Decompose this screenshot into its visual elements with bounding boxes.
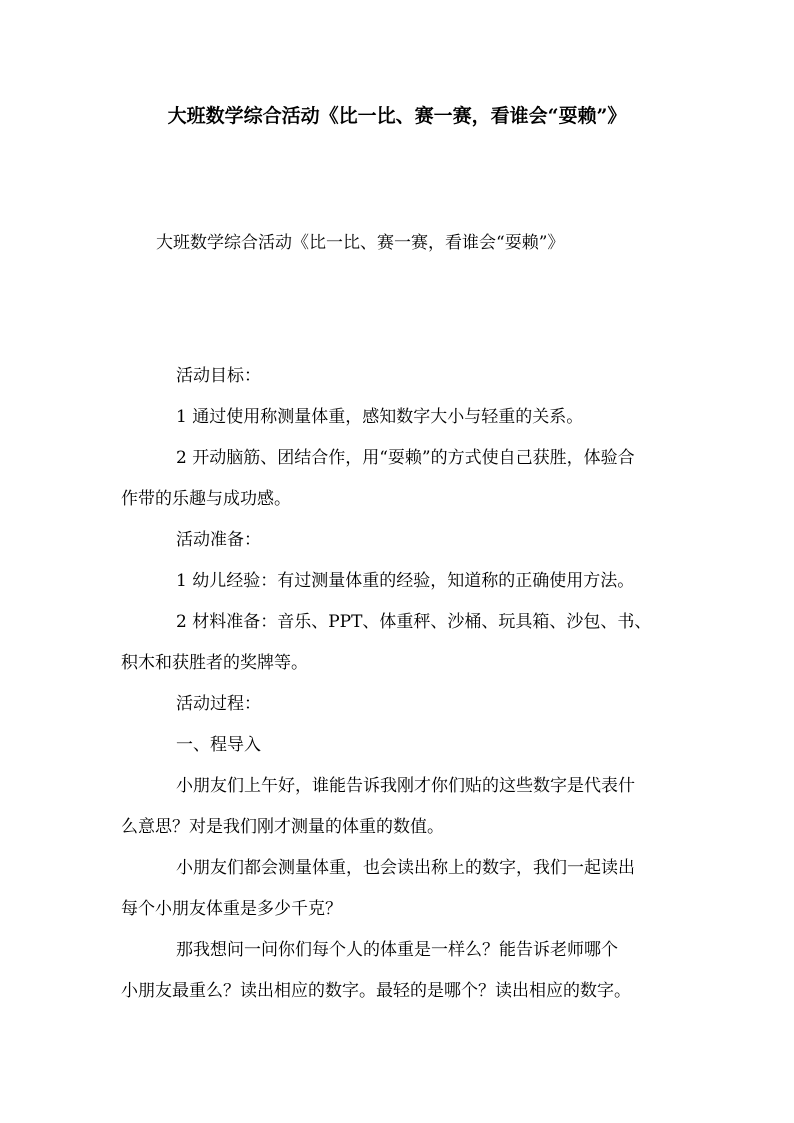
paragraph-goals-heading: 活动目标： [176, 366, 261, 386]
paragraph-process-heading: 活动过程： [176, 694, 261, 714]
paragraph-intro-1: 小朋友们上午好，谁能告诉我刚才你们贴的这些数字是代表什 么意思？对是我们刚才测量的体重的数值。 [121, 776, 635, 837]
paragraph-intro-3: 那我想问一问你们每个人的体重是一样么？能告诉老师哪个 小朋友最重么？读出相应的数字。最轻的是哪个？读出相应的数字。 [121, 940, 631, 1001]
document-subtitle: 大班数学综合活动《比一比、赛一赛，看谁会“耍赖”》 [156, 233, 565, 253]
paragraph-prep-1: 1 幼儿经验：有过测量体重的经验，知道称的正确使用方法。 [176, 571, 635, 591]
document-title: 大班数学综合活动《比一比、赛一赛，看谁会“耍赖”》 [167, 105, 627, 127]
paragraph-section-1: 一、程导入 [176, 735, 261, 755]
paragraph-goal-1: 1 通过使用称测量体重，感知数字大小与轻重的关系。 [176, 407, 584, 427]
paragraph-goal-2: 2 开动脑筋、团结合作，用“耍赖”的方式使自己获胜，体验合 作带的乐趣与成功感。 [121, 448, 635, 509]
document-body [121, 356, 677, 1012]
paragraph-intro-2: 小朋友们都会测量体重，也会读出称上的数字，我们一起读出 每个小朋友体重是多少千克？ [121, 858, 635, 919]
paragraph-prep-heading: 活动准备： [176, 530, 261, 550]
paragraph-prep-2: 2 材料准备：音乐、PPT、体重秤、沙桶、玩具箱、沙包、书、 积木和获胜者的奖牌等。 [121, 612, 652, 673]
